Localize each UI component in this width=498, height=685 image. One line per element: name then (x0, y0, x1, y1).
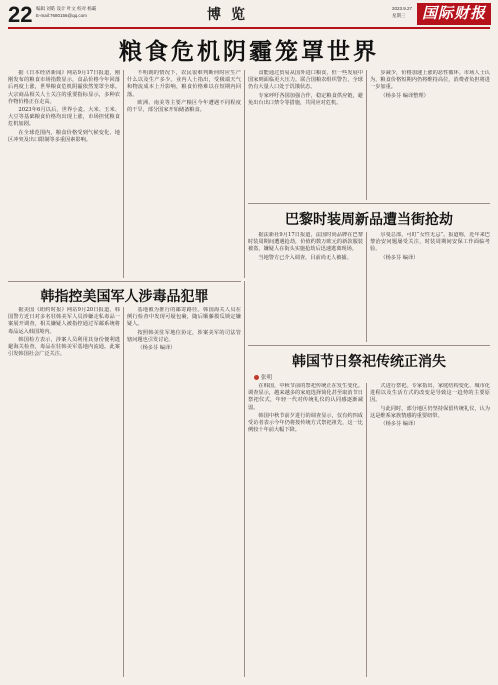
editor-email: E-mail:7680156@qq.com (36, 13, 87, 18)
editor-info (36, 5, 96, 19)
paragraph: 在全球范围内，粮食价格受到气候变化、地区冲突及出口限制等多重因素影响。 (8, 129, 120, 143)
paragraph: （杨多芬 编译） (380, 254, 419, 261)
paris-column-1 (248, 232, 363, 342)
paragraph: （杨多芬 编译） (137, 345, 176, 352)
korea-drug-column-2 (127, 307, 241, 677)
issue-date (392, 5, 412, 19)
paris-headline: 巴黎时装周新品遭当街抢劫 (285, 211, 453, 227)
main-story-column-4 (370, 70, 490, 200)
main-story-column-3 (248, 70, 363, 200)
column-divider (123, 307, 124, 677)
paragraph: 欧洲、南美等主要产粮区今年遭遇不同程度的干旱，部分国家开始储备粮食。 (127, 99, 241, 114)
korea-drug-headline: 韩指控美国军人涉毒品犯罪 (40, 288, 209, 304)
paragraph: 按照韩美驻军地位协定，涉案美军的司法管辖问题也引发讨论。 (127, 329, 241, 343)
newspaper-masthead: 国际财报 (417, 3, 491, 25)
editor-line: 编辑 刘皓 设计 叶文 校对 杨霸 (36, 6, 97, 11)
paragraph: （杨多芬 编译） (380, 421, 419, 428)
column-divider (366, 70, 367, 200)
paragraph: 步减少，价格加速上涨的恶性循环。市场人士认为，粮食价格短期内仍将维持高位，消费者负担将进一步加重。 (370, 70, 490, 91)
byline (254, 373, 272, 381)
date-line: 2023.9.27 (392, 6, 413, 11)
korea-ritual-column-2 (370, 383, 490, 677)
main-story-column-1 (8, 70, 120, 278)
section-title: 博览 (207, 6, 255, 22)
paragraph: 据法新社9月17日报道，法国时尚品牌在巴黎时装周期间遭遇抢劫，价值约数万欧元的新款服装被盗，嫌疑人在街头实施抢劫后迅速逃离现场。 (248, 232, 363, 253)
korea-drug-column-1 (8, 307, 120, 677)
section-divider (248, 203, 490, 204)
paragraph: 韩国检方表示，涉案人员利用其身份便利逃避海关检查，毒品在驻韩美军基地内流通。此案引发韩国社会广泛关注。 (8, 336, 120, 358)
paragraph: 2023年6月以后，世界小麦、大米、玉米、大豆等基础粮食价格均出现上涨，市场担忧粮食危机加剧。 (8, 107, 120, 128)
korea-ritual-column-1 (248, 383, 363, 677)
paragraph: 在韩国，中秋节前的祭祀传统正在发生变化。调查显示，越来越多的家庭选择简化甚至取消节日祭祀仪式，年轻一代对传统礼仪的认同感逐渐减弱。 (248, 383, 363, 411)
column-divider (123, 70, 124, 278)
paragraph: 与此同时，部分地区仍坚持保留传统礼仪，认为这是维系家族情感的重要纽带。 (370, 405, 490, 419)
paragraph: 专家呼吁各国加强合作，稳定粮食供应链，避免出台出口禁令等措施，共同应对危机。 (248, 92, 363, 106)
column-divider (244, 70, 245, 278)
section-divider (8, 281, 241, 282)
paragraph: 式进行祭祀。专家指出，家庭结构变化、城市化进程以及生活方式的改变是导致这一趋势的主要原因。 (370, 383, 490, 404)
column-divider (244, 281, 245, 677)
header-divider (8, 27, 490, 29)
column-divider (366, 383, 367, 677)
paragraph: 尔曼总部，可盯“女性无忌”。报道称，近年来巴黎治安问题屡受关注，时装周期间安保工作面临考验。 (370, 232, 490, 253)
page-number: 22 (8, 2, 33, 27)
paragraph: 韩国中秋节前夕进行的调查显示，仅有约四成受访者表示今年仍将按传统方式祭祀祖先，这一比例较十年前大幅下降。 (248, 412, 363, 434)
korea-ritual-headline: 韩国节日祭祀传统正消失 (292, 353, 446, 369)
byline-author: 张明 (261, 375, 273, 381)
paragraph: （杨多芬 编译整理） (380, 92, 429, 99)
paragraph: 据《日本经济新闻》网站9月17日报道，刚刚发布的粮食市场指数显示，食品价格今年回落后再度上涨，世界粮食危机阴霾依然笼罩全球。大宗商品相关人士关注的重要指标显示，多种农作物价格正在走高。 (8, 70, 120, 105)
section-divider (248, 345, 490, 346)
paragraph: 不明朗的情况下，农民很难判断何时应生产什么以及生产多少。业内人士指出，受极端天气和物流成本上升影响，粮食价格难以在短期内回落。 (127, 70, 241, 98)
paragraph: 据美国《纽约时报》网站9月20日报道，韩国警方近日对多名驻韩美军人员涉嫌走私毒品一案展开调查，相关嫌疑人被指控通过军邮系统将毒品运入韩国境内。 (8, 307, 120, 335)
main-headline: 粮食危机阴霾笼罩世界 (119, 38, 379, 64)
paragraph: 基地被为推行的邮寄路径。韩国海关人员在例行检查中发现可疑包裹，随后顺藤摸瓜锁定嫌疑人。 (127, 307, 241, 328)
column-divider (366, 232, 367, 342)
byline-dot-icon (254, 375, 259, 380)
paragraph: 当地警方已介入调查，目前尚无人被捕。 (258, 254, 352, 261)
paragraph: 食能通过贸易从国外进口粮食，但一些发展中国家则面临更大压力。联合国粮农组织警告，全球仍有大量人口处于饥饿状态。 (248, 70, 363, 91)
weekday-line: 星期三 (392, 13, 406, 18)
main-story-column-2 (127, 70, 241, 278)
paris-column-2 (370, 232, 490, 342)
